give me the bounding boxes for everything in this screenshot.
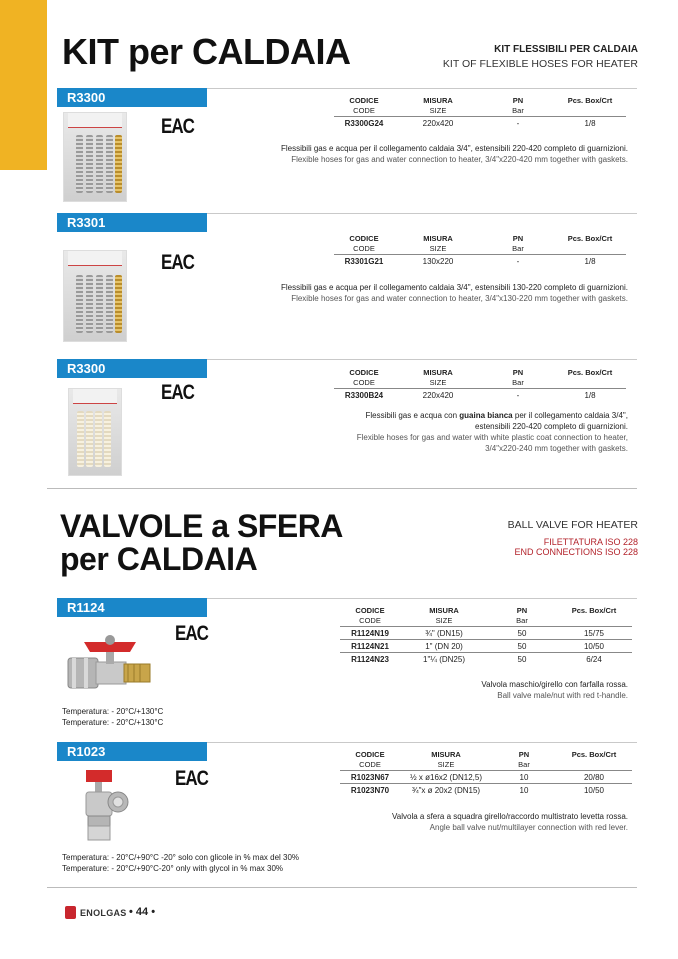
product-code-band: R3301 — [57, 213, 207, 232]
page-number: • 44 • — [129, 906, 156, 918]
product-description: Flessibili gas e acqua per il collegamento caldaia 3/4", estensibili 130-220 completo di guarnizioni. Flexible hoses for gas and water connection to heater, 3/4"x130-220 mm together with gaskets. — [280, 283, 628, 303]
spec-table: CODICE CODE MISURA SIZE PN Bar Pcs. Box/Crt R3301G21 130x220 - 1/8 — [334, 234, 626, 267]
eac-certification-mark: EAC — [161, 250, 194, 274]
table-row: R3300B24 220x420 - 1/8 — [334, 389, 626, 402]
spec-table: CODICE CODE MISURA SIZE PN Bar Pcs. Box/Crt R1023N67 ½ x ø16x2 (DN12,5) 10 20/80 R1023N70 ¾"x ø 20x2 (DN15) 10 10/50 — [340, 750, 632, 796]
package-label — [68, 251, 122, 266]
band-line — [207, 742, 637, 743]
accent-bar — [0, 0, 47, 170]
package-label — [68, 113, 122, 128]
page-title: KIT per CALDAIA — [62, 31, 351, 72]
section-subtitle-it: KIT FLESSIBILI PER CALDAIA — [494, 44, 638, 55]
band-line — [207, 598, 637, 599]
product-code-band: R1023 — [57, 742, 207, 761]
thread-spec-it: FILETTATURA ISO 228 — [543, 537, 638, 547]
product-description: Flessibili gas e acqua con guaina bianca per il collegamento caldaia 3/4", estensibili 220-420 completo di guarnizioni. Flexible hoses for gas and water with white plastic coat connection to heater, 3/4"x220-240 mm together with gaskets. — [356, 411, 628, 453]
eac-certification-mark: EAC — [175, 621, 208, 645]
temperature-range: Temperatura: - 20°C/+130°C Temperature: - 20°C/+130°C — [62, 707, 164, 727]
table-row: R1124N23 1"¼ (DN25) 50 6/24 — [340, 653, 632, 666]
table-row: R3300G24 220x420 - 1/8 — [334, 117, 626, 130]
band-line — [207, 88, 637, 89]
section-subtitle-en: KIT OF FLEXIBLE HOSES FOR HEATER — [442, 58, 638, 70]
eac-certification-mark: EAC — [161, 114, 194, 138]
temperature-range: Temperatura: - 20°C/+90°C -20° solo con glicole in % max del 30% Temperature: - 20°C/+90°C-20° only with glycol in % max 30% — [62, 853, 300, 873]
product-photo — [68, 388, 122, 476]
table-row: R1124N19 ¾" (DN15) 50 15/75 — [340, 627, 632, 640]
section-title-line2: per CALDAIA — [60, 541, 258, 577]
package-label — [73, 389, 117, 404]
eac-certification-mark: EAC — [175, 766, 208, 790]
angle-valve-photo — [78, 768, 134, 842]
spec-table: CODICE CODE MISURA SIZE PN Bar Pcs. Box/Crt R3300G24 220x420 - 1/8 — [334, 96, 626, 129]
enolgas-logo-icon — [65, 906, 76, 919]
product-code-band: R3300 — [57, 359, 207, 378]
product-description: Valvola a sfera a squadra girello/raccordo multistrato levetta rossa. Angle ball valve nut/multilayer connection with red lever. — [392, 812, 628, 832]
band-line — [207, 359, 637, 360]
ball-valve-photo — [62, 628, 158, 698]
section-subtitle-en: BALL VALVE FOR HEATER — [507, 519, 638, 531]
table-row: R3301G21 130x220 - 1/8 — [334, 255, 626, 268]
footer-divider — [47, 887, 637, 888]
eac-certification-mark: EAC — [161, 380, 194, 404]
product-code-band: R1124 — [57, 598, 207, 617]
table-row: R1124N21 1" (DN 20) 50 10/50 — [340, 640, 632, 653]
section-divider — [47, 488, 637, 489]
band-line — [207, 213, 637, 214]
product-description: Flessibili gas e acqua per il collegamento caldaia 3/4", estensibili 220-420 completo di guarnizioni. Flexible hoses for gas and water connection to heater, 3/4"x220-420 mm together with gaskets. — [280, 144, 628, 164]
product-photo — [63, 112, 127, 202]
spec-table: CODICE CODE MISURA SIZE PN Bar Pcs. Box/Crt R1124N19 ¾" (DN15) 50 15/75 R1124N21 1" (DN 20) 50 10/50 R1124N23 1"¼ (DN25) 50 6/24 — [340, 606, 632, 665]
product-description: Valvola maschio/girello con farfalla rossa. Ball valve male/nut with red t-handle. — [481, 680, 628, 700]
table-row: R1023N67 ½ x ø16x2 (DN12,5) 10 20/80 — [340, 771, 632, 784]
table-row: R1023N70 ¾"x ø 20x2 (DN15) 10 10/50 — [340, 784, 632, 797]
thread-spec-en: END CONNECTIONS ISO 228 — [514, 547, 638, 557]
product-photo — [63, 250, 127, 342]
spec-table: CODICE CODE MISURA SIZE PN Bar Pcs. Box/Crt R3300B24 220x420 - 1/8 — [334, 368, 626, 401]
brand-name: ENOLGAS — [80, 908, 127, 918]
product-code-band: R3300 — [57, 88, 207, 107]
section-title-line1: VALVOLE a SFERA — [60, 508, 343, 544]
